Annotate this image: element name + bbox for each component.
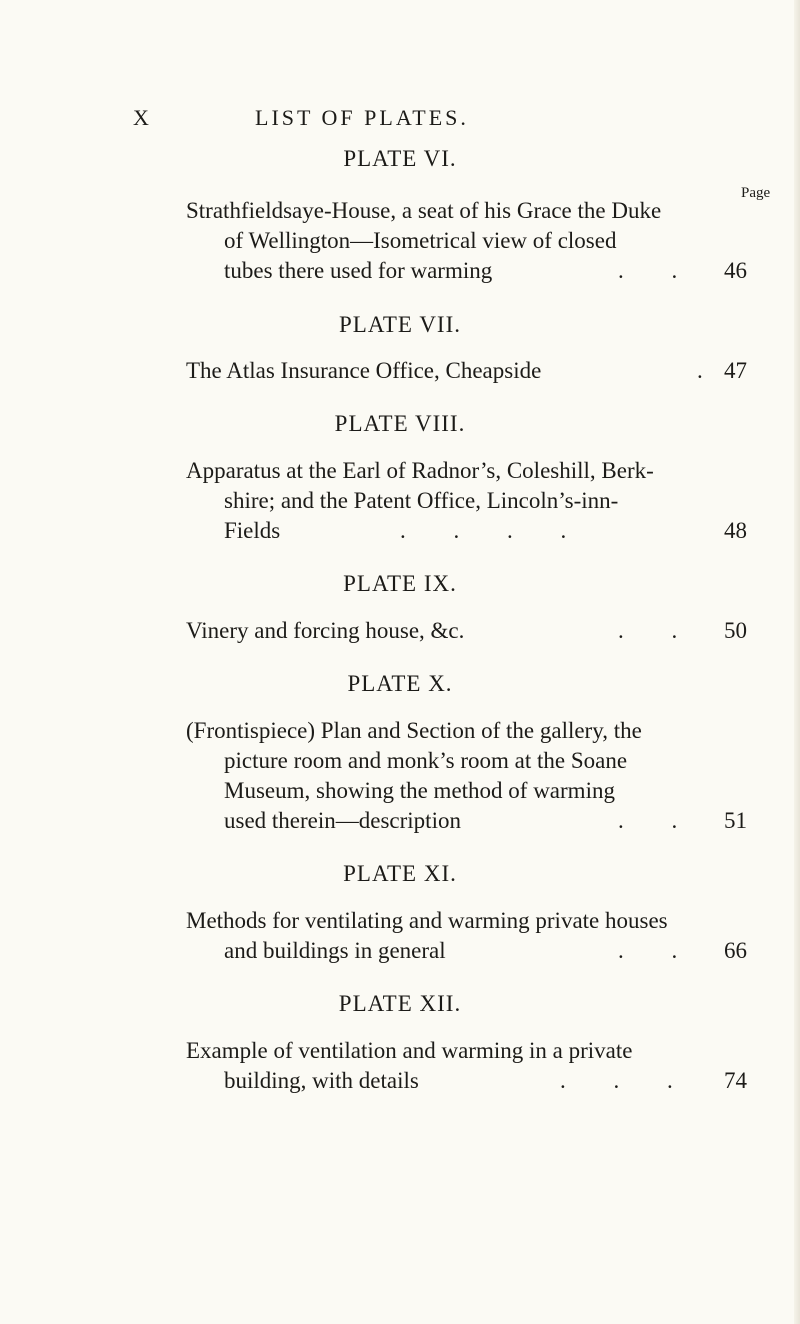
entry-line: Museum, showing the method of warming [224,778,615,803]
page-number: 51 [724,808,747,833]
entry-line: Vinery and forcing house, &c. [186,618,465,643]
plate-title-x: PLATE X. [347,671,453,696]
entry-line: The Atlas Insurance Office, Cheapside [186,358,542,383]
entry-line: Methods for ventilating and warming private houses [186,908,668,933]
page-column-label: Page [741,185,771,201]
entry-line: (Frontispiece) Plan and Section of the gallery, the [186,718,642,743]
page-number: 74 [724,1068,747,1093]
leader-dots: . [697,358,703,383]
leader-dots: . . . [560,1068,673,1093]
plate-title-ix: PLATE IX. [343,571,457,596]
entry-line: picture room and monk’s room at the Soane [224,748,628,773]
plate-title-xii: PLATE XII. [338,991,462,1016]
page-number: 47 [724,358,747,383]
entry-line: shire; and the Patent Office, Lincoln’s-inn- [224,488,619,513]
entry-line: used therein—description [224,808,461,833]
plate-title-xi: PLATE XI. [343,861,457,886]
entry-line: and buildings in general [224,938,446,963]
entry-line: Strathfieldsaye-House, a seat of his Grace the Duke [186,198,662,223]
leader-dots: . . [618,258,678,283]
plate-title-viii: PLATE VIII. [334,411,466,436]
page-number: 48 [724,518,747,543]
entry-line: tubes there used for warming [224,258,493,283]
leader-dots: . . . . [400,518,567,543]
entry-line: Apparatus at the Earl of Radnor’s, Coleshill, Berk- [186,458,654,483]
entry-line: Example of ventilation and warming in a private [186,1038,633,1063]
page-number: 50 [724,618,747,643]
plate-title-vii: PLATE VII. [338,312,461,337]
leader-dots: . . [618,808,678,833]
entry-line: Fields [224,518,281,543]
page-edge-shadow [794,0,800,1324]
page-number-roman: X [133,105,150,130]
page-number: 46 [724,258,747,283]
page-number: 66 [724,938,747,963]
running-head-title: LIST OF PLATES. [255,105,469,130]
leader-dots: . . [618,938,678,963]
entry-line: of Wellington—Isometrical view of closed [224,228,617,253]
plate-title-vi: PLATE VI. [343,146,457,171]
entry-line: building, with details [224,1068,419,1093]
leader-dots: . . [618,618,678,643]
